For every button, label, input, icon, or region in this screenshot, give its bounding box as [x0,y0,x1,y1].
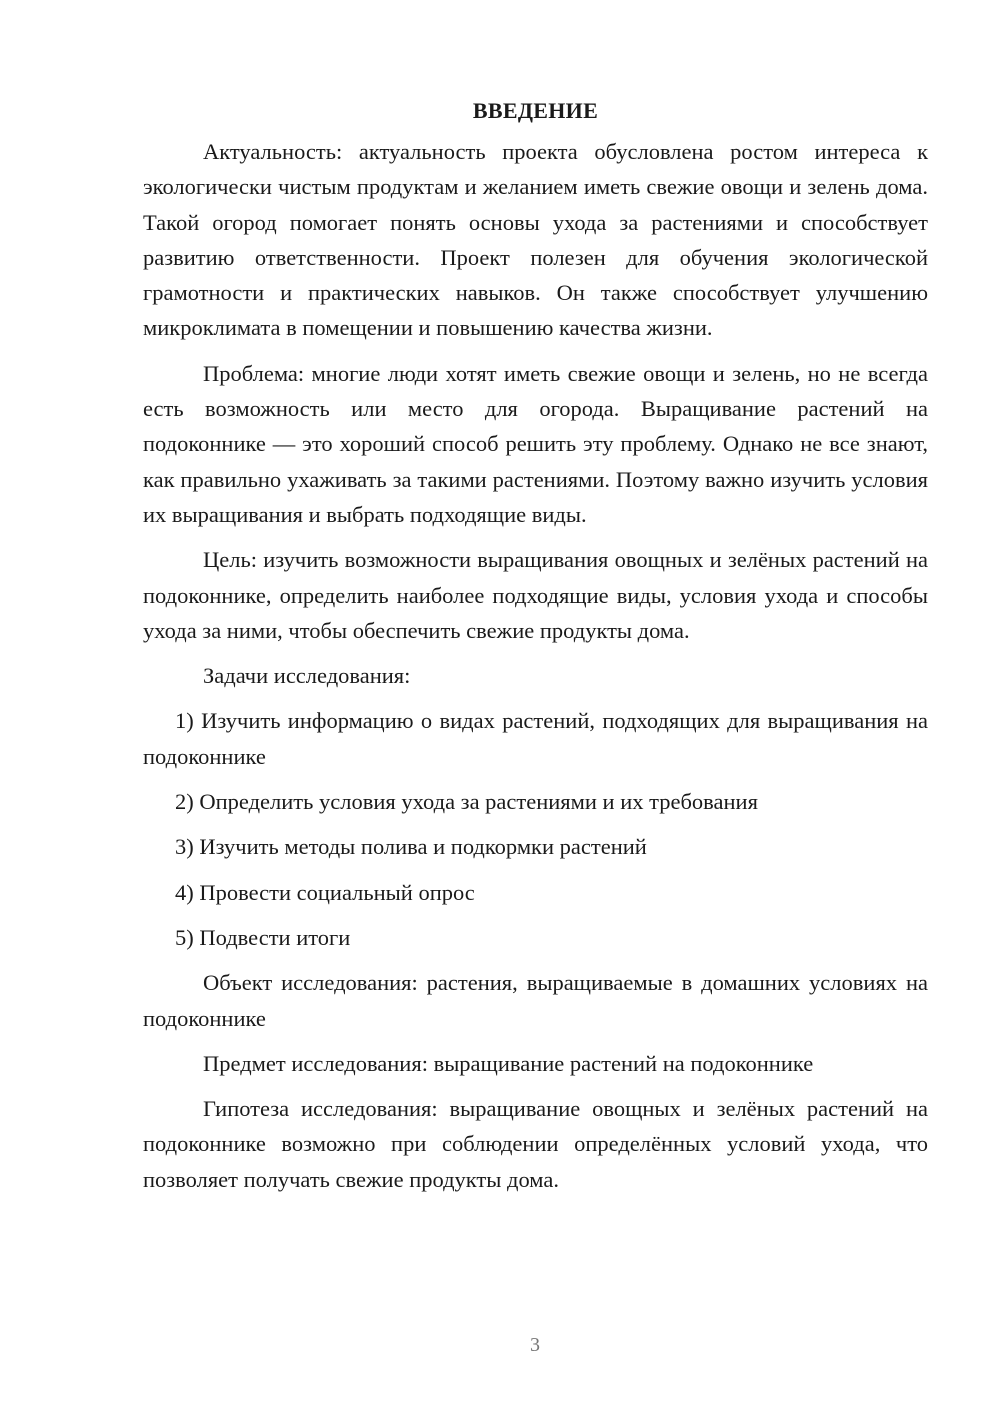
page-number: 3 [530,1334,540,1356]
subject-paragraph: Предмет исследования: выращивание растений на подоконнике [203,1050,814,1076]
relevance-paragraph: Актуальность: актуальность проекта обусловлена ростом интереса к экологически чистым продуктам и желанием иметь свежие овощи и зелень дома. Такой огород помогает понять основы ухода за растениями и способствует развитию ответственности. Проект полезен для обучения экологической грамотности и практических навыков. Он также способствует улучшению микроклимата в помещении и повышению качества жизни. [143,139,928,341]
task-item: 3) Изучить методы полива и подкормки растений [175,834,647,860]
task-item: 4) Провести социальный опрос [175,879,475,905]
goal-paragraph: Цель: изучить возможности выращивания овощных и зелёных растений на подоконнике, определить наиболее подходящие виды, условия ухода и способы ухода за ними, чтобы обеспечить свежие продукты дома. [143,547,928,643]
task-item: 2) Определить условия ухода за растениями и их требования [175,789,758,815]
object-paragraph: Объект исследования: растения, выращиваемые в домашних условиях на подоконнике [143,970,928,1031]
tasks-heading: Задачи исследования: [203,663,411,689]
page-title: ВВЕДЕНИЕ [472,98,599,123]
task-item: 1) Изучить информацию о видах растений, подходящих для выращивания на подоконнике [143,708,928,769]
task-item: 5) Подвести итоги [175,924,351,950]
hypothesis-paragraph: Гипотеза исследования: выращивание овощных и зелёных растений на подоконнике возможно при соблюдении определённых условий ухода, что позволяет получать свежие продукты дома. [143,1096,928,1192]
problem-paragraph: Проблема: многие люди хотят иметь свежие овощи и зелень, но не всегда есть возможность или место для огорода. Выращивание растений на подоконнике — это хороший способ решить эту проблему. Однако не все знают, как правильно ухаживать за такими растениями. Поэтому важно изучить условия их выращивания и выбрать подходящие виды. [143,360,928,527]
